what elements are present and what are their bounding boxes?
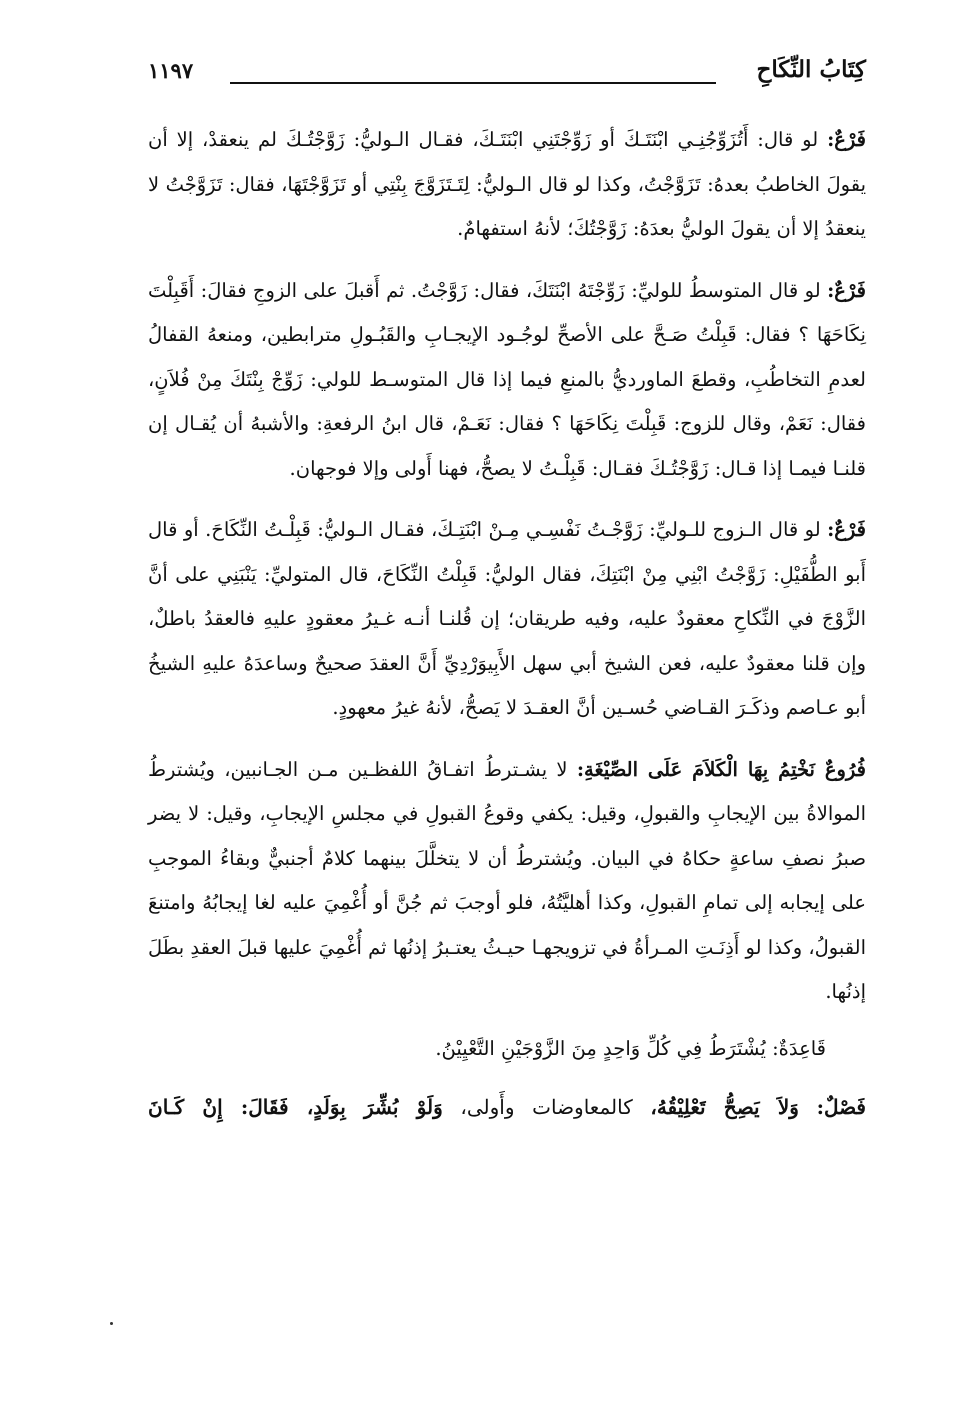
body-text — [148, 118, 866, 1129]
section-commentary: كالمعاوضات وأَولى، — [460, 1094, 633, 1119]
paragraph-lead: فَرْعٌ: — [827, 128, 866, 151]
section-lead: فَصْلٌ: — [816, 1094, 866, 1119]
rule-text: يُشْتَرَطُ فِي كُلِّ وَاحِدٍ مِنَ الزَّوْجَيْنِ التَّعْيِيْنُ. — [435, 1036, 766, 1060]
header-rule — [230, 82, 716, 84]
paragraph — [148, 508, 866, 731]
paragraph-lead: فَرْعٌ: — [827, 518, 867, 541]
section-matn-2: وَلَوْ بُشِّرَ بِوَلَدٍ، فَقَالَ: إِنْ كَـانَ — [148, 1094, 443, 1119]
paragraph-text: لو قال المتوسطُ للوليِّ: زَوِّجْتَهُ ابْنَتَكَ، فقال: زَوَّجْتُ. ثم أَقبلَ على الزوجِ فقالَ: أَقَبِلْتَ نِكَاحَهَا ؟ فقال: قَبِلْتُ صَـحَّ على الأصحِّ لوجُـود الإيجـابِ والقَبُـولِ مترابطين، ومنعهُ القفالُ لعدمِ التخاطُبِ، وقطعَ الماورديُّ بالمنعِ فيما إذا قال المتوسـط للولي: زَوِّجْ بِنْتَكَ مِنْ فُلاَنٍ، فقال: نَعَمْ، وقال للزوج: قَبِلْتَ نِكَاحَهَا ؟ فقال: نَعَـمْ، قال ابنُ الرفعةِ: والأشبهُ أن يُقـال إن قلنـا فيمـا إذا قـال: زَوَّجْتُـكَ فقـال: قَبِلْـتُ لا يصحُّ، فهنا أَولى وإلا فوجهان. — [148, 278, 866, 480]
paragraph — [148, 748, 866, 1015]
page-number: ١١٩٧ — [148, 58, 194, 83]
paragraph — [148, 269, 866, 492]
running-head — [148, 52, 866, 92]
paragraph-lead: فَرْعٌ: — [827, 278, 866, 302]
paragraph-text: لا يشـترطُ اتفـاقُ اللفظـين مـن الجـانبين، ويُشترطُ الموالاةُ بين الإيجابِ والقبولِ، وقيل: يكفي وقوعُ القبولِ في مجلسِ الإيجابِ، وقيل: لا يضر صبرُ نصفِ ساعةٍ حكاهُ في البيان. ويُشترطُ أن لا يتخلَّلَ بينهما كلامٌ أجنبيٌّ وبقاءُ الموجبِ على إيجابه إلى تمامِ القبولِ، وكذا أهليَّتُهُ، فلو أوجبَ ثم جُنَّ أو أُغْمِيَ عليه لغا إيجابُهُ وامتنعَ القبولُ، وكذا لو أَذِنَـتِ المـرأةُ في تزويجهـا حيـثُ يعتـبرُ إذنُها ثم أُغْمِيَ عليها قبلَ العقدِ بطَلَ إذنُها. — [148, 757, 866, 1003]
paragraph-lead: فُرُوعٌ نَخْتِمُ بِهَا الْكَلاَمَ عَلَى الصِّيْغَةِ: — [576, 757, 866, 781]
print-speck — [110, 1322, 113, 1325]
section-opening — [148, 1085, 866, 1129]
paragraph-text: لو قال الـزوج للـوليِّ: زَوَّجْـتُ نَفْسِـي مِـنْ ابْنَتِـكَ، فقـال الـوليُّ: قَبِلْـتُ النِّكَاحَ. أو قال أَبو الطُّفَيْلِ: زَوَّجْتُ ابْنِي مِنْ ابْنَتِكَ، فقال الوليُّ: قَبِلْتُ النِّكَاحَ، قال المتوليِّ: يَنْبَنِي على أنَّ الزَّوْجَ في النِّكاحِ معقودٌ عليه، وفيه طريقان؛ إن قُلنـا أنـه غـيرُ معقودٍ عليهِ فالعقدُ باطلٌ، وإن قلنا معقودٌ عليه، فعن الشيخ أبي سهل الأَبِيوَرْدِيِّ أَنَّ العقدَ صحيحٌ وساعدَهُ عليهِ الشيخُ أبو عـاصم وذكَـرَ القـاضي حُسـين أنَّ العقـدَ لا يَصحُّ، لأنهُ غيرُ معهودٍ. — [148, 518, 866, 719]
paragraph-text: لو قال: أَتُزَوِّجُنِـي ابْنَتَـكَ أو زَوِّجْتَنِي ابْنَتَـكَ، فقـال الـوليُّ: زَوَّجْتُـكَ لم ينعقدْ، إلا أن يقولَ الخاطبُ بعدهُ: تَزَوَّجْتُ، وكذا لو قال الـوليُّ: لِتَـتَزَوَّجَ بِنْتِي أو تَزَوَّجْتَهَا، فقال: تَزَوَّجْتُ لا ينعقدُ إلا أن يقولَ الوليُّ بعدَهُ: زَوَّجْتُكَ؛ لأنهُ استفهامٌ. — [148, 128, 866, 240]
page — [148, 52, 866, 1372]
chapter-title: كِتَابُ النِّكَاحِ — [756, 56, 866, 83]
section-matn-1: وَلاَ يَصِحُّ تَعْلِيْقُهُ، — [650, 1094, 799, 1119]
rule-lead: قَاعِدَةٌ: — [772, 1036, 826, 1060]
paragraph — [148, 118, 866, 252]
rule-statement — [148, 1027, 866, 1071]
